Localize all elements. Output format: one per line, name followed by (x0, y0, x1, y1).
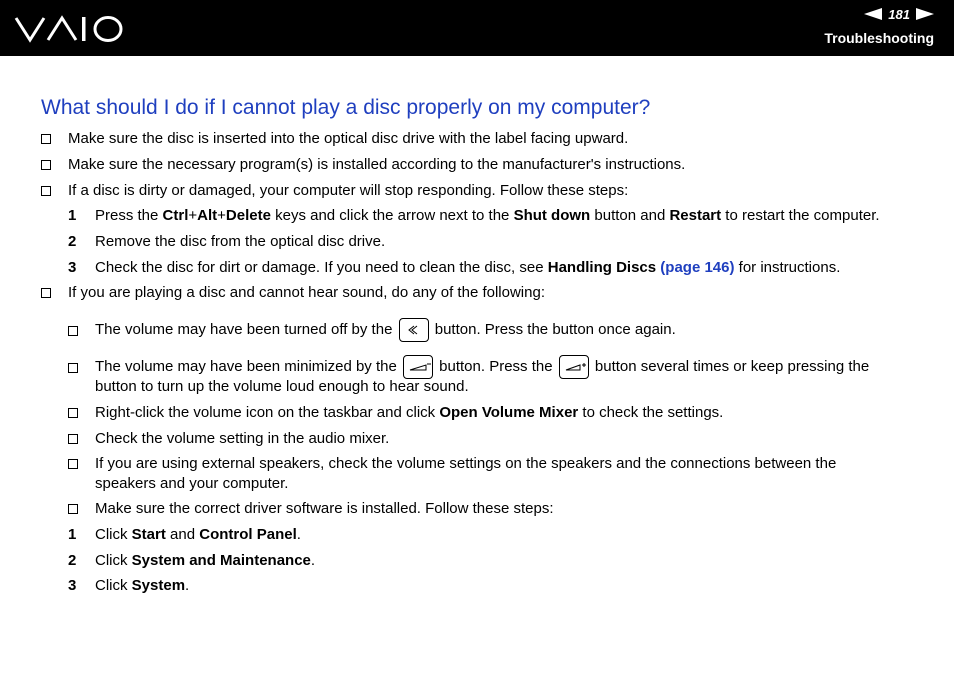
bullet-icon (41, 288, 51, 298)
volume-down-key-icon (403, 355, 433, 379)
previous-page-arrow-icon[interactable] (864, 8, 882, 20)
list-item: The volume may have been minimized by the button. Press the button several times or keep pressing the (95, 354, 869, 380)
list-item: If you are playing a disc and cannot hear sound, do any of the following: (68, 284, 545, 301)
mute-key-icon (399, 318, 429, 342)
step-text: Press the Ctrl+Alt+Delete keys and click the arrow next to the Shut down button and Restart to restart the computer. (95, 207, 880, 224)
list-item: Check the volume setting in the audio mixer. (95, 430, 390, 447)
list-item: Make sure the disc is inserted into the optical disc drive with the label facing upward. (68, 130, 629, 147)
vaio-logo (14, 14, 124, 44)
page-number: 181 (888, 6, 910, 22)
list-item-continuation: button to turn up the volume loud enough to hear sound. (95, 378, 469, 395)
step-number: 2 (68, 233, 77, 250)
section-name: Troubleshooting (824, 30, 934, 46)
step-text: Click Start and Control Panel. (95, 526, 301, 543)
bullet-icon (68, 363, 78, 373)
header-bar (0, 0, 954, 56)
list-item: If you are using external speakers, check the volume settings on the speakers and the connections between the (95, 455, 837, 472)
step-number: 1 (68, 526, 77, 543)
step-text: Remove the disc from the optical disc drive. (95, 233, 386, 250)
list-item: If a disc is dirty or damaged, your computer will stop responding. Follow these steps: (68, 182, 629, 199)
bullet-icon (68, 434, 78, 444)
bullet-icon (41, 134, 51, 144)
step-number: 3 (68, 577, 77, 594)
page-title: What should I do if I cannot play a disc properly on my computer? (41, 96, 651, 119)
step-text: Click System. (95, 577, 190, 594)
next-page-arrow-icon[interactable] (916, 8, 934, 20)
bullet-icon (41, 160, 51, 170)
volume-up-key-icon (559, 355, 589, 379)
list-item: The volume may have been turned off by the button. Press the button once again. (95, 317, 676, 343)
bullet-icon (68, 408, 78, 418)
page-navigator (864, 6, 934, 22)
list-item: Make sure the correct driver software is installed. Follow these steps: (95, 500, 554, 517)
step-number: 3 (68, 259, 77, 276)
bullet-icon (41, 186, 51, 196)
page-link[interactable]: (page 146) (660, 259, 735, 276)
step-text: Check the disc for dirt or damage. If you need to clean the disc, see Handling Discs (page 146) for instructions. (95, 259, 841, 276)
bullet-icon (68, 459, 78, 469)
bullet-icon (68, 504, 78, 514)
step-number: 2 (68, 552, 77, 569)
step-number: 1 (68, 207, 77, 224)
list-item: Make sure the necessary program(s) is installed according to the manufacturer's instructions. (68, 156, 686, 173)
list-item: Right-click the volume icon on the taskbar and click Open Volume Mixer to check the settings. (95, 404, 724, 421)
list-item-continuation: speakers and your computer. (95, 475, 289, 492)
step-text: Click System and Maintenance. (95, 552, 316, 569)
bullet-icon (68, 326, 78, 336)
